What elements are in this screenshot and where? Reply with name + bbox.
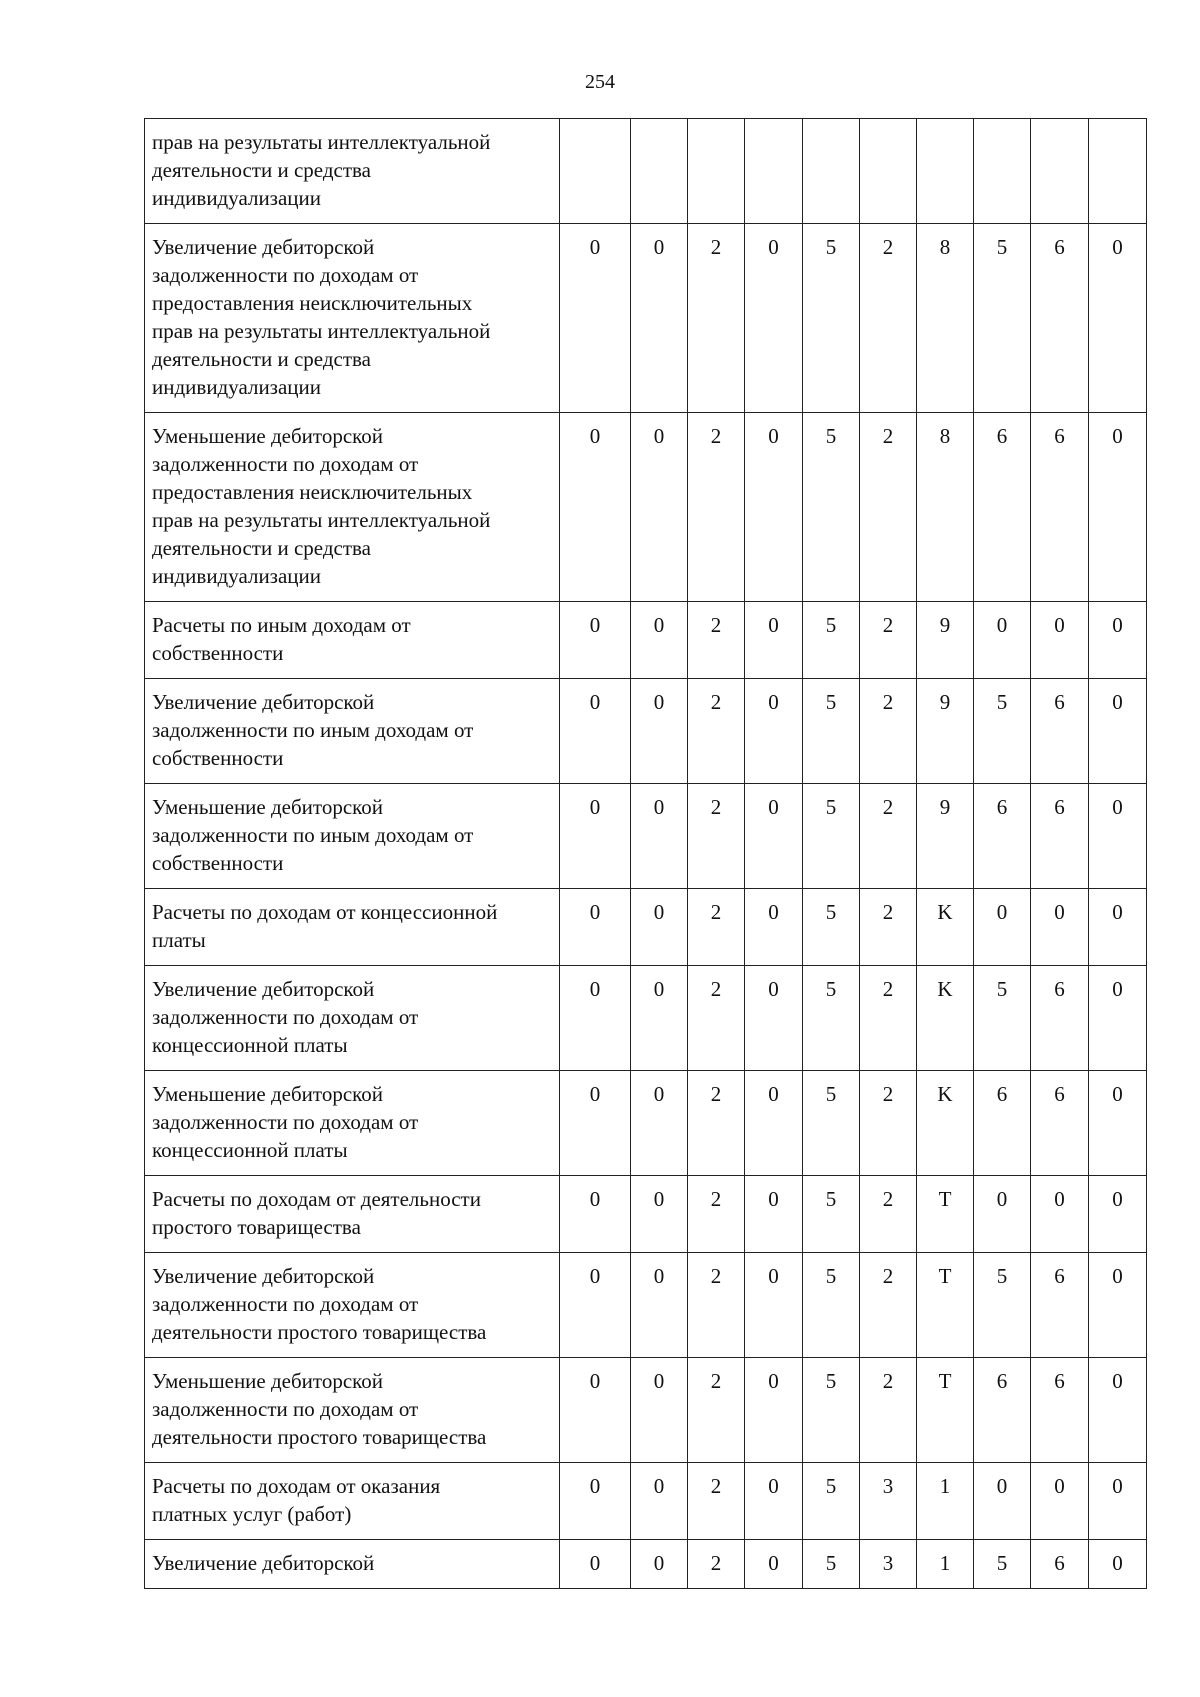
code-digit-cell: 0	[560, 889, 631, 966]
code-digit-cell: 0	[1089, 1358, 1147, 1463]
code-digit-cell: 0	[745, 1253, 803, 1358]
description-line: платных услуг (работ)	[152, 1502, 352, 1526]
table-row	[145, 119, 1147, 224]
code-digit-cell: 0	[1031, 602, 1089, 679]
code-digit-cell: 2	[860, 224, 917, 413]
code-digit-cell: 2	[688, 224, 745, 413]
code-digit-cell: 6	[974, 1358, 1031, 1463]
code-digit-cell: 0	[974, 889, 1031, 966]
code-digit-cell: 0	[1089, 784, 1147, 889]
table-row	[145, 1253, 1147, 1358]
table-row	[145, 602, 1147, 679]
code-digit-cell: 6	[1031, 1358, 1089, 1463]
code-digit-cell: 2	[860, 784, 917, 889]
description-line: Уменьшение дебиторской	[152, 795, 384, 819]
table-row	[145, 224, 1147, 413]
description-line: индивидуализации	[152, 375, 322, 399]
code-digit-cell: 5	[803, 224, 860, 413]
table-row	[145, 1358, 1147, 1463]
table-row	[145, 1540, 1147, 1589]
code-digit-cell: 6	[1031, 224, 1089, 413]
code-digit-cell: 0	[1089, 966, 1147, 1071]
description-line: собственности	[152, 641, 284, 665]
code-digit-cell: K	[917, 889, 974, 966]
code-digit-cell	[745, 119, 803, 224]
code-digit-cell: 5	[803, 1253, 860, 1358]
code-digit-cell: 0	[745, 1463, 803, 1540]
code-digit-cell	[1031, 119, 1089, 224]
code-digit-cell: 6	[1031, 1253, 1089, 1358]
code-digit-cell: 2	[860, 679, 917, 784]
code-digit-cell: 2	[688, 784, 745, 889]
table-row	[145, 1463, 1147, 1540]
description-line: деятельности и средства	[152, 158, 371, 182]
description-line: Увеличение дебиторской	[152, 235, 375, 259]
code-digit-cell: 0	[560, 1540, 631, 1589]
code-digit-cell: 0	[560, 966, 631, 1071]
description-line: простого товарищества	[152, 1215, 361, 1239]
account-description-cell	[145, 679, 560, 784]
description-line: задолженности по иным доходам от	[152, 823, 474, 847]
account-description-cell	[145, 1071, 560, 1176]
description-line: Увеличение дебиторской	[152, 690, 375, 714]
description-line: Увеличение дебиторской	[152, 1551, 375, 1575]
code-digit-cell: 0	[745, 889, 803, 966]
code-digit-cell: 8	[917, 413, 974, 602]
code-digit-cell: 6	[974, 413, 1031, 602]
code-digit-cell: 3	[860, 1540, 917, 1589]
code-digit-cell: 5	[803, 784, 860, 889]
code-digit-cell: 0	[631, 1176, 688, 1253]
account-description-cell	[145, 784, 560, 889]
description-line: концессионной платы	[152, 1138, 348, 1162]
code-digit-cell: 9	[917, 784, 974, 889]
code-digit-cell: 5	[803, 602, 860, 679]
code-digit-cell: 0	[631, 966, 688, 1071]
code-digit-cell: 1	[917, 1540, 974, 1589]
code-digit-cell: 0	[1089, 1176, 1147, 1253]
code-digit-cell: 2	[688, 1540, 745, 1589]
account-description-cell	[145, 602, 560, 679]
table-row	[145, 1071, 1147, 1176]
code-digit-cell: 0	[1089, 413, 1147, 602]
code-digit-cell: 5	[803, 679, 860, 784]
account-description-cell	[145, 1253, 560, 1358]
code-digit-cell: 6	[1031, 1540, 1089, 1589]
code-digit-cell	[974, 119, 1031, 224]
code-digit-cell: 6	[1031, 966, 1089, 1071]
code-digit-cell: 2	[688, 602, 745, 679]
code-digit-cell: 0	[631, 1071, 688, 1176]
description-line: предоставления неисключительных	[152, 291, 473, 315]
description-line: задолженности по доходам от	[152, 452, 419, 476]
description-line: концессионной платы	[152, 1033, 348, 1057]
code-digit-cell: 0	[745, 1540, 803, 1589]
table-row	[145, 413, 1147, 602]
description-line: индивидуализации	[152, 186, 322, 210]
code-digit-cell: 2	[860, 1253, 917, 1358]
code-digit-cell: 0	[1031, 889, 1089, 966]
description-line: Расчеты по доходам от концессионной	[152, 900, 498, 924]
code-digit-cell: 0	[560, 679, 631, 784]
code-digit-cell: 0	[1089, 602, 1147, 679]
description-line: задолженности по доходам от	[152, 1397, 419, 1421]
code-digit-cell: 2	[688, 679, 745, 784]
table-row	[145, 679, 1147, 784]
code-digit-cell: 0	[1089, 889, 1147, 966]
description-line: деятельности простого товарищества	[152, 1320, 487, 1344]
description-line: деятельности и средства	[152, 347, 371, 371]
code-digit-cell: 2	[860, 413, 917, 602]
code-digit-cell: 2	[860, 1358, 917, 1463]
code-digit-cell: 0	[631, 1463, 688, 1540]
code-digit-cell: 5	[803, 1540, 860, 1589]
code-digit-cell: 9	[917, 602, 974, 679]
code-digit-cell: 0	[1031, 1176, 1089, 1253]
code-digit-cell: K	[917, 966, 974, 1071]
description-line: задолженности по доходам от	[152, 1005, 419, 1029]
code-digit-cell: 9	[917, 679, 974, 784]
code-digit-cell: 0	[631, 889, 688, 966]
code-digit-cell: 2	[688, 1358, 745, 1463]
code-digit-cell: 0	[631, 413, 688, 602]
account-description-cell	[145, 966, 560, 1071]
code-digit-cell: 5	[974, 224, 1031, 413]
table-row	[145, 1176, 1147, 1253]
code-digit-cell: 0	[560, 1463, 631, 1540]
account-description-cell	[145, 224, 560, 413]
code-digit-cell: 0	[745, 679, 803, 784]
code-digit-cell: 0	[560, 1253, 631, 1358]
code-digit-cell: 0	[560, 1071, 631, 1176]
code-digit-cell: 5	[803, 413, 860, 602]
code-digit-cell: K	[917, 1071, 974, 1176]
table-body	[145, 119, 1147, 1589]
code-digit-cell: 2	[688, 1463, 745, 1540]
description-line: деятельности простого товарищества	[152, 1425, 487, 1449]
code-digit-cell: 0	[745, 224, 803, 413]
code-digit-cell: 0	[560, 784, 631, 889]
code-digit-cell: T	[917, 1176, 974, 1253]
code-digit-cell: 0	[631, 1253, 688, 1358]
code-digit-cell: 0	[560, 1358, 631, 1463]
code-digit-cell: 5	[974, 679, 1031, 784]
account-codes-table	[144, 118, 1147, 1589]
table-row	[145, 784, 1147, 889]
account-description-cell	[145, 889, 560, 966]
code-digit-cell: 0	[745, 413, 803, 602]
code-digit-cell: 2	[688, 966, 745, 1071]
code-digit-cell: 0	[1089, 1253, 1147, 1358]
code-digit-cell: 2	[860, 1071, 917, 1176]
code-digit-cell: 0	[560, 1176, 631, 1253]
code-digit-cell: 5	[803, 1071, 860, 1176]
code-digit-cell: 0	[1089, 1071, 1147, 1176]
code-digit-cell	[688, 119, 745, 224]
code-digit-cell: 0	[1089, 224, 1147, 413]
code-digit-cell: 5	[803, 1358, 860, 1463]
description-line: задолженности по иным доходам от	[152, 718, 474, 742]
account-description-cell	[145, 1463, 560, 1540]
description-line: задолженности по доходам от	[152, 1292, 419, 1316]
code-digit-cell: 2	[860, 966, 917, 1071]
description-line: Расчеты по доходам от деятельности	[152, 1187, 481, 1211]
description-line: Расчеты по доходам от оказания	[152, 1474, 441, 1498]
code-digit-cell	[560, 119, 631, 224]
description-line: задолженности по доходам от	[152, 1110, 419, 1134]
description-line: прав на результаты интеллектуальной	[152, 130, 491, 154]
code-digit-cell: 2	[860, 602, 917, 679]
code-digit-cell: 0	[560, 602, 631, 679]
code-digit-cell: 0	[745, 1358, 803, 1463]
description-line: задолженности по доходам от	[152, 263, 419, 287]
code-digit-cell: 0	[1089, 1540, 1147, 1589]
account-description-cell	[145, 1540, 560, 1589]
code-digit-cell: 2	[688, 1176, 745, 1253]
account-description-cell	[145, 413, 560, 602]
description-line: индивидуализации	[152, 564, 322, 588]
code-digit-cell: 5	[803, 966, 860, 1071]
code-digit-cell: 0	[1089, 1463, 1147, 1540]
account-description-cell	[145, 1358, 560, 1463]
code-digit-cell: 5	[803, 1463, 860, 1540]
description-line: Увеличение дебиторской	[152, 1264, 375, 1288]
code-digit-cell: 5	[803, 889, 860, 966]
code-digit-cell	[631, 119, 688, 224]
code-digit-cell: 2	[688, 1071, 745, 1176]
code-digit-cell: 2	[688, 889, 745, 966]
code-digit-cell: 0	[631, 602, 688, 679]
code-digit-cell	[803, 119, 860, 224]
code-digit-cell: 0	[1031, 1463, 1089, 1540]
code-digit-cell: 0	[631, 1540, 688, 1589]
code-digit-cell: 0	[631, 679, 688, 784]
code-digit-cell: 0	[745, 1176, 803, 1253]
code-digit-cell: 6	[1031, 1071, 1089, 1176]
code-digit-cell: 0	[560, 413, 631, 602]
code-digit-cell: 0	[631, 1358, 688, 1463]
code-digit-cell: 0	[974, 1463, 1031, 1540]
table-row	[145, 966, 1147, 1071]
code-digit-cell: 6	[1031, 679, 1089, 784]
description-line: предоставления неисключительных	[152, 480, 473, 504]
code-digit-cell: T	[917, 1253, 974, 1358]
description-line: собственности	[152, 746, 284, 770]
code-digit-cell: 0	[631, 224, 688, 413]
code-digit-cell: 0	[974, 602, 1031, 679]
code-digit-cell	[1089, 119, 1147, 224]
description-line: прав на результаты интеллектуальной	[152, 508, 491, 532]
code-digit-cell	[860, 119, 917, 224]
table-row	[145, 889, 1147, 966]
code-digit-cell: 0	[745, 1071, 803, 1176]
code-digit-cell: 1	[917, 1463, 974, 1540]
code-digit-cell: 5	[974, 1253, 1031, 1358]
description-line: платы	[152, 928, 206, 952]
description-line: Уменьшение дебиторской	[152, 1369, 384, 1393]
description-line: деятельности и средства	[152, 536, 371, 560]
code-digit-cell: 6	[974, 1071, 1031, 1176]
description-line: Расчеты по иным доходам от	[152, 613, 411, 637]
code-digit-cell: 2	[688, 413, 745, 602]
code-digit-cell: 0	[745, 966, 803, 1071]
code-digit-cell: 3	[860, 1463, 917, 1540]
code-digit-cell: 5	[803, 1176, 860, 1253]
code-digit-cell: 0	[631, 784, 688, 889]
code-digit-cell	[917, 119, 974, 224]
account-description-cell	[145, 1176, 560, 1253]
code-digit-cell: 2	[860, 1176, 917, 1253]
code-digit-cell: 6	[974, 784, 1031, 889]
code-digit-cell: T	[917, 1358, 974, 1463]
code-digit-cell: 0	[1089, 679, 1147, 784]
code-digit-cell: 2	[688, 1253, 745, 1358]
page-number: 254	[585, 71, 615, 93]
code-digit-cell: 0	[745, 784, 803, 889]
code-digit-cell: 6	[1031, 413, 1089, 602]
code-digit-cell: 0	[745, 602, 803, 679]
description-line: собственности	[152, 851, 284, 875]
code-digit-cell: 8	[917, 224, 974, 413]
description-line: Уменьшение дебиторской	[152, 424, 384, 448]
description-line: Увеличение дебиторской	[152, 977, 375, 1001]
account-description-cell	[145, 119, 560, 224]
code-digit-cell: 0	[974, 1176, 1031, 1253]
code-digit-cell: 5	[974, 1540, 1031, 1589]
code-digit-cell: 0	[560, 224, 631, 413]
code-digit-cell: 5	[974, 966, 1031, 1071]
code-digit-cell: 6	[1031, 784, 1089, 889]
description-line: прав на результаты интеллектуальной	[152, 319, 491, 343]
code-digit-cell: 2	[860, 889, 917, 966]
description-line: Уменьшение дебиторской	[152, 1082, 384, 1106]
